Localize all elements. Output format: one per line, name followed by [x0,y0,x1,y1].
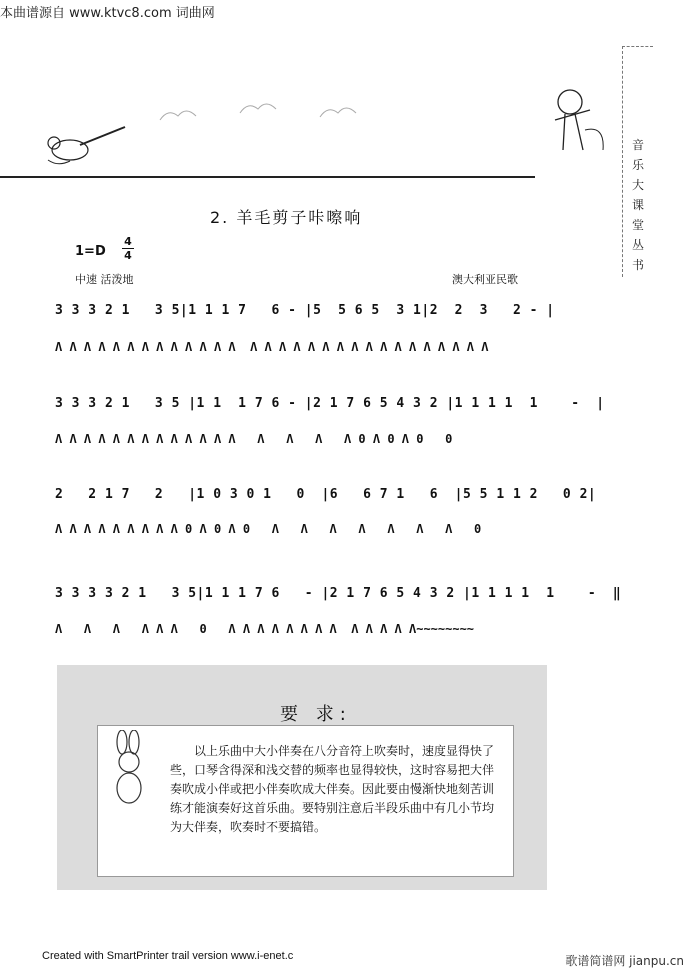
cloud-decoration [150,95,370,135]
accompaniment-line-2: Λ Λ Λ Λ Λ Λ Λ Λ Λ Λ Λ Λ Λ Λ Λ Λ Λ 0 Λ 0 Λ 0 0 [55,432,453,446]
footer-credit: Created with SmartPrinter trail version www.i-enet.c [42,950,294,962]
header-rule [0,176,535,178]
accompaniment-line-3: Λ Λ Λ Λ Λ Λ Λ Λ Λ 0 Λ 0 Λ 0 Λ Λ Λ Λ Λ Λ Λ 0 [55,522,482,536]
watermark-top: 本曲谱源自 www.ktvc8.com 词曲网 [0,6,215,21]
tempo-marking: 中速 活泼地 [75,273,134,286]
time-signature-top: 4 [124,235,132,248]
requirement-text: 以上乐曲中大小伴奏在八分音符上吹奏时，速度显得快了些，口琴含得深和浅交替的频率也显得较快，这时容易把大伴奏吹成小伴或把小伴奏吹成大伴奏。因此要由慢渐快地刻苦训练才能演奏好这首乐曲。要特别注意后半段乐曲中有几小节均为大伴奏，吹奏时不要搞错。 [170,744,495,834]
song-title: 2. 羊毛剪子咔嚓响 [210,208,363,227]
key-signature: 1=D [75,244,106,259]
accompaniment-line-1: Λ Λ Λ Λ Λ Λ Λ Λ Λ Λ Λ Λ Λ Λ Λ Λ Λ Λ Λ Λ Λ Λ Λ Λ Λ Λ Λ Λ Λ Λ [55,340,489,354]
melody-line-4: 3 3 3 3 2 1 3 5|1 1 1 7 6 - |2 1 7 6 5 4 3 2 |1 1 1 1 1 - ‖ [55,586,622,601]
requirement-title: 要 求: [280,704,352,725]
time-signature-bottom: 4 [124,249,132,262]
cartoon-cat-illustration [535,80,610,170]
accompaniment-line-4: Λ Λ Λ Λ Λ Λ 0 Λ Λ Λ Λ Λ Λ Λ Λ Λ Λ Λ Λ Λ~~~~~~~~ [55,622,475,636]
melody-line-3: 2 2 1 7 2 |1 0 3 0 1 0 |6 6 7 1 6 |5 5 1 1 2 0 2| [55,487,597,502]
melody-line-1: 3 3 3 2 1 3 5|1 1 1 7 6 - |5 5 6 5 3 1|2 2 3 2 - | [55,303,555,318]
watermark-bottom: 歌谱简谱网 jianpu.cn [565,954,684,968]
time-signature [122,236,134,261]
song-origin: 澳大利亚民歌 [452,273,518,286]
melody-line-2: 3 3 3 2 1 3 5 |1 1 1 7 6 - |2 1 7 6 5 4 3 2 |1 1 1 1 1 - | [55,396,605,411]
cartoon-rabbit-illustration [102,730,162,810]
series-name: 音 乐 大 课 堂 丛 书 [631,138,644,272]
cartoon-mouse-illustration [40,115,130,170]
